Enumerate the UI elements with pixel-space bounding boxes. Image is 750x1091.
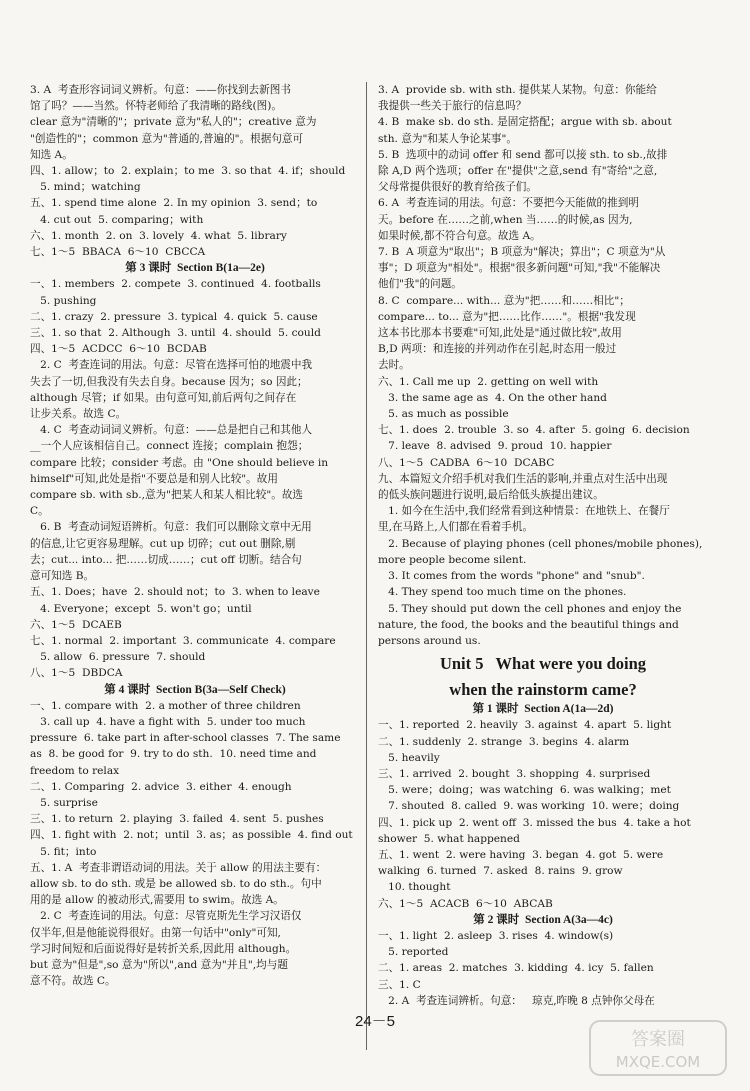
answer-line: 七、1. does 2. trouble 3. so 4. after 5. going 6. decision [378, 424, 690, 437]
answer-line: 五、1. spend time alone 2. In my opinion 3. send；to [30, 197, 318, 210]
answer-line: 2. C 考查连词的用法。句意：尽管在选择可怕的地震中我 [30, 359, 313, 372]
answer-line: 4. C 考查动词词义辨析。句意：——总是把自己和其他人 [30, 424, 313, 437]
answer-line: 5. reported [378, 946, 449, 959]
answer-line: 2. Because of playing phones (cell phones/mobile phones), [378, 537, 703, 550]
answer-line: 如果时候,都不符合句意。故选 A。 [378, 229, 541, 242]
section-heading: 第 1 课时 Section A(1a—2d) [472, 703, 614, 716]
answer-line: 里,在马路上,人们都在看着手机。 [378, 521, 534, 534]
answer-line: 五、1. A 考查非谓语动词的用法。关于 allow 的用法主要有： [30, 861, 327, 874]
answer-line: 5. allow 6. pressure 7. should [30, 651, 206, 664]
svg-text:答案圈: 答案圈 [631, 1029, 685, 1050]
answer-line: 仅半年,但是他能说得很好。由第一句话中"only"可知, [30, 926, 281, 939]
answer-line: 5. were；doing；was watching 6. was walking；met [378, 784, 671, 797]
answer-line: C。 [30, 505, 49, 518]
answer-line: 7. shouted 8. called 9. was working 10. were；doing [378, 800, 680, 813]
answer-line: 5. pushing [30, 294, 97, 307]
answer-line: B,D 两项：和连接的并列动作在引起,时态用一般过 [378, 343, 617, 356]
answer-line: 天。before 在……之前,when 当……的时候,as 因为, [378, 213, 633, 226]
answer-line: 这本书比那本书要难"可知,此处是"通过做比较",故用 [378, 327, 622, 340]
answer-line: 6. B 考查动词短语辨析。句意：我们可以删除文章中无用 [30, 521, 312, 534]
answer-line: 三、1. arrived 2. bought 3. shopping 4. surprised [378, 767, 651, 780]
svg-text:MXQE.COM: MXQE.COM [615, 1053, 701, 1071]
answer-line: 6. A 考查连词的用法。句意：不要把今天能做的推到明 [378, 197, 639, 210]
answer-line: 5. heavily [378, 751, 440, 764]
section-heading: 第 4 课时 Section B(3a—Self Check) [104, 683, 286, 696]
answer-line: 5. mind；watching [30, 181, 141, 194]
answer-line: 失去了一切,但我没有失去自身。because 因为；so 因此； [30, 375, 308, 388]
answer-line: 一、1. compare with 2. a mother of three children [30, 699, 301, 712]
answer-line: 5. They should put down the cell phones and enjoy the [378, 602, 682, 615]
answer-line: 六、1～5 ACACB 6～10 ABCAB [378, 897, 553, 910]
answer-line: 5. surprise [30, 796, 98, 809]
answer-line: 八、1～5 CADBA 6～10 DCABC [378, 456, 555, 469]
answer-line: 知选 A。 [30, 148, 73, 161]
answer-line: 二、1. areas 2. matches 3. kidding 4. icy 5. fallen [378, 962, 654, 975]
answer-line: 8. C compare... with... 意为"把……和……相比"； [378, 294, 630, 307]
answer-line: more people become silent. [378, 553, 527, 566]
answer-line: 二、1. Comparing 2. advice 3. either 4. enough [30, 780, 292, 793]
answer-line: 六、1. month 2. on 3. lovely 4. what 5. library [30, 229, 287, 242]
answer-line: 四、1～5 ACDCC 6～10 BCDAB [30, 343, 207, 356]
answer-line: 四、1. allow；to 2. explain；to me 3. so that 4. if；should [30, 165, 346, 178]
answer-line: compare sb. with sb.,意为"把某人和某人相比较"。故选 [30, 489, 304, 502]
answer-line: 父母常提供很好的教育给孩子们。 [378, 181, 537, 194]
answer-line: compare 比较；consider 考虑。由 "One should believe in [30, 456, 329, 469]
section-heading: 第 2 课时 Section A(3a—4c) [473, 913, 613, 926]
answer-line: 事"；D 项意为"相处"。根据"很多新问题"可知,"我"不能解决 [378, 262, 661, 275]
answer-line: 三、1. so that 2. Although 3. until 4. should 5. could [30, 327, 321, 340]
answer-line: 5. B 选项中的动词 offer 和 send 都可以接 sth. to sb.,故排 [378, 148, 668, 161]
unit-title: Unit 5 What were you doing [439, 654, 647, 674]
answer-line: 4. cut out 5. comparing；with [30, 213, 204, 226]
answer-line: 九、本篇短文介绍手机对我们生活的影响,并重点对生活中出现 [378, 472, 668, 485]
answer-line: 3. It comes from the words "phone" and "snub". [378, 570, 645, 583]
answer-line: 4. B make sb. do sth. 是固定搭配；argue with sb. about [378, 116, 672, 129]
answer-line: 4. They spend too much time on the phones. [378, 586, 627, 599]
watermark-logo [588, 1017, 728, 1079]
answer-line: 七、1～5 BBACA 6～10 CBCCA [30, 246, 206, 259]
answer-line: 2. A 考查连词辨析。句意： 琼克,昨晚 8 点钟你父母在 [378, 994, 655, 1007]
answer-line: but 意为"但是",so 意为"所以",and 意为"并且",均与题 [30, 958, 288, 971]
answer-line: 去时。 [378, 359, 410, 372]
answer-line: 五、1. Does；have 2. should not；to 3. when to leave [30, 586, 320, 599]
answer-line: 五、1. went 2. were having 3. began 4. got 5. were [378, 848, 664, 861]
answer-line: 用的是 allow 的被动形式,需要用 to swim。故选 A。 [30, 894, 284, 907]
answer-line: 一、1. reported 2. heavily 3. against 4. apart 5. light [378, 719, 672, 732]
answer-line: clear 意为"清晰的"；private 意为"私人的"；creative 意为 [30, 116, 317, 129]
answer-line: 六、1. Call me up 2. getting on well with [378, 375, 599, 388]
answer-line: 六、1～5 DCAEB [30, 618, 122, 631]
answer-line: 学习时间短和后面说得好是转折关系,因此用 although。 [30, 942, 297, 955]
answer-line: nature, the food, the books and the beautiful things and [378, 618, 679, 631]
answer-line: himself"可知,此处是指"不要总是和别人比较"。故用 [30, 472, 278, 485]
answer-line: freedom to relax [30, 764, 120, 777]
page-number: 24－5 [354, 1013, 396, 1030]
answer-line: 5. fit；into [30, 845, 97, 858]
answer-line: 八、1～5 DBDCA [30, 667, 123, 680]
answer-line: 三、1. C [378, 978, 421, 991]
answer-line: 一、1. members 2. compete 3. continued 4. footballs [30, 278, 321, 291]
answer-line: 意可知选 B。 [30, 570, 95, 583]
answer-line: 1. 如今在生活中,我们经常看到这种情景：在地铁上、在餐厅 [378, 505, 670, 518]
answer-line: 四、1. fight with 2. not；until 3. as；as possible 4. find out [30, 829, 353, 842]
answer-line: 3. the same age as 4. On the other hand [378, 391, 607, 404]
answer-line: 二、1. crazy 2. pressure 3. typical 4. quick 5. cause [30, 310, 318, 323]
answer-line: 4. Everyone；except 5. won't go；until [30, 602, 252, 615]
unit-title: when the rainstorm came? [449, 680, 637, 700]
answer-line: persons around us. [378, 634, 481, 647]
answer-line: 5. as much as possible [378, 408, 509, 421]
answer-line: 让步关系。故选 C。 [30, 408, 127, 421]
answer-line: 7. leave 8. advised 9. proud 10. happier [378, 440, 612, 453]
right-column [378, 82, 708, 1009]
answer-line: 的信息,让它更容易理解。cut up 切碎；cut out 删除,剔 [30, 537, 296, 550]
column-divider [366, 82, 367, 1050]
answer-line: 意不符。故选 C。 [30, 975, 116, 988]
answer-line: 除 A,D 两个选项；offer 在"提供"之意,send 有"寄给"之意, [378, 165, 658, 178]
answer-line: as 8. be good for 9. try to do sth. 10. need time and [30, 748, 317, 761]
answer-line: 三、1. to return 2. playing 3. failed 4. sent 5. pushes [30, 813, 324, 826]
answer-line: 四、1. pick up 2. went off 3. missed the bus 4. take a hot [378, 816, 691, 829]
answer-line: 我提供一些关于旅行的信息吗？ [378, 100, 527, 113]
answer-line: "创造性的"；common 意为"普通的,普遍的"。根据句意可 [30, 132, 304, 145]
answer-line: 一、1. light 2. asleep 3. rises 4. window(s) [378, 929, 614, 942]
answer-line: shower 5. what happened [378, 832, 520, 845]
answer-line: compare... to... 意为"把……比作……"。根据"我发现 [378, 310, 636, 323]
answer-line: 七、1. normal 2. important 3. communicate 4. compare [30, 634, 336, 647]
answer-line: although 尽管；if 如果。由句意可知,前后两句之间存在 [30, 391, 297, 404]
answer-line: 3. call up 4. have a fight with 5. under too much [30, 715, 306, 728]
answer-line: 3. A provide sb. with sth. 提供某人某物。句意：你能给 [378, 84, 657, 96]
answer-line: pressure 6. take part in after-school classes 7. The same [30, 732, 341, 745]
answer-line: 10. thought [378, 881, 451, 894]
answer-line: 去；cut... into... 把……切成……；cut off 切断。结合句 [30, 553, 302, 566]
answer-line: 他们"我"的问题。 [378, 278, 462, 291]
answer-line: 2. C 考查连词的用法。句意：尽管克斯先生学习汉语仅 [30, 910, 302, 923]
answer-line: 馆了吗？——当然。怀特老师给了我清晰的路线(图)。 [30, 100, 282, 113]
answer-line: 二、1. suddenly 2. strange 3. begins 4. alarm [378, 735, 630, 748]
answer-line: 3. A 考查形容词词义辨析。句意：——你找到去新图书 [30, 84, 291, 96]
answer-line: 的低头族问题进行说明,最后给低头族提出建议。 [378, 489, 604, 502]
answer-line: walking 6. turned 7. asked 8. rains 9. grow [378, 865, 623, 878]
answer-line: __一个人应该相信自己。connect 连接；complain 抱怨； [30, 440, 309, 453]
section-heading: 第 3 课时 Section B(1a—2e) [125, 262, 265, 275]
left-column [30, 82, 360, 989]
answer-line: allow sb. to do sth. 或是 be allowed sb. to do sth.。句中 [30, 877, 322, 890]
answer-line: 7. B A 项意为"取出"；B 项意为"解决；算出"；C 项意为"从 [378, 246, 666, 259]
answer-line: sth. 意为"和某人争论某事"。 [378, 132, 517, 145]
